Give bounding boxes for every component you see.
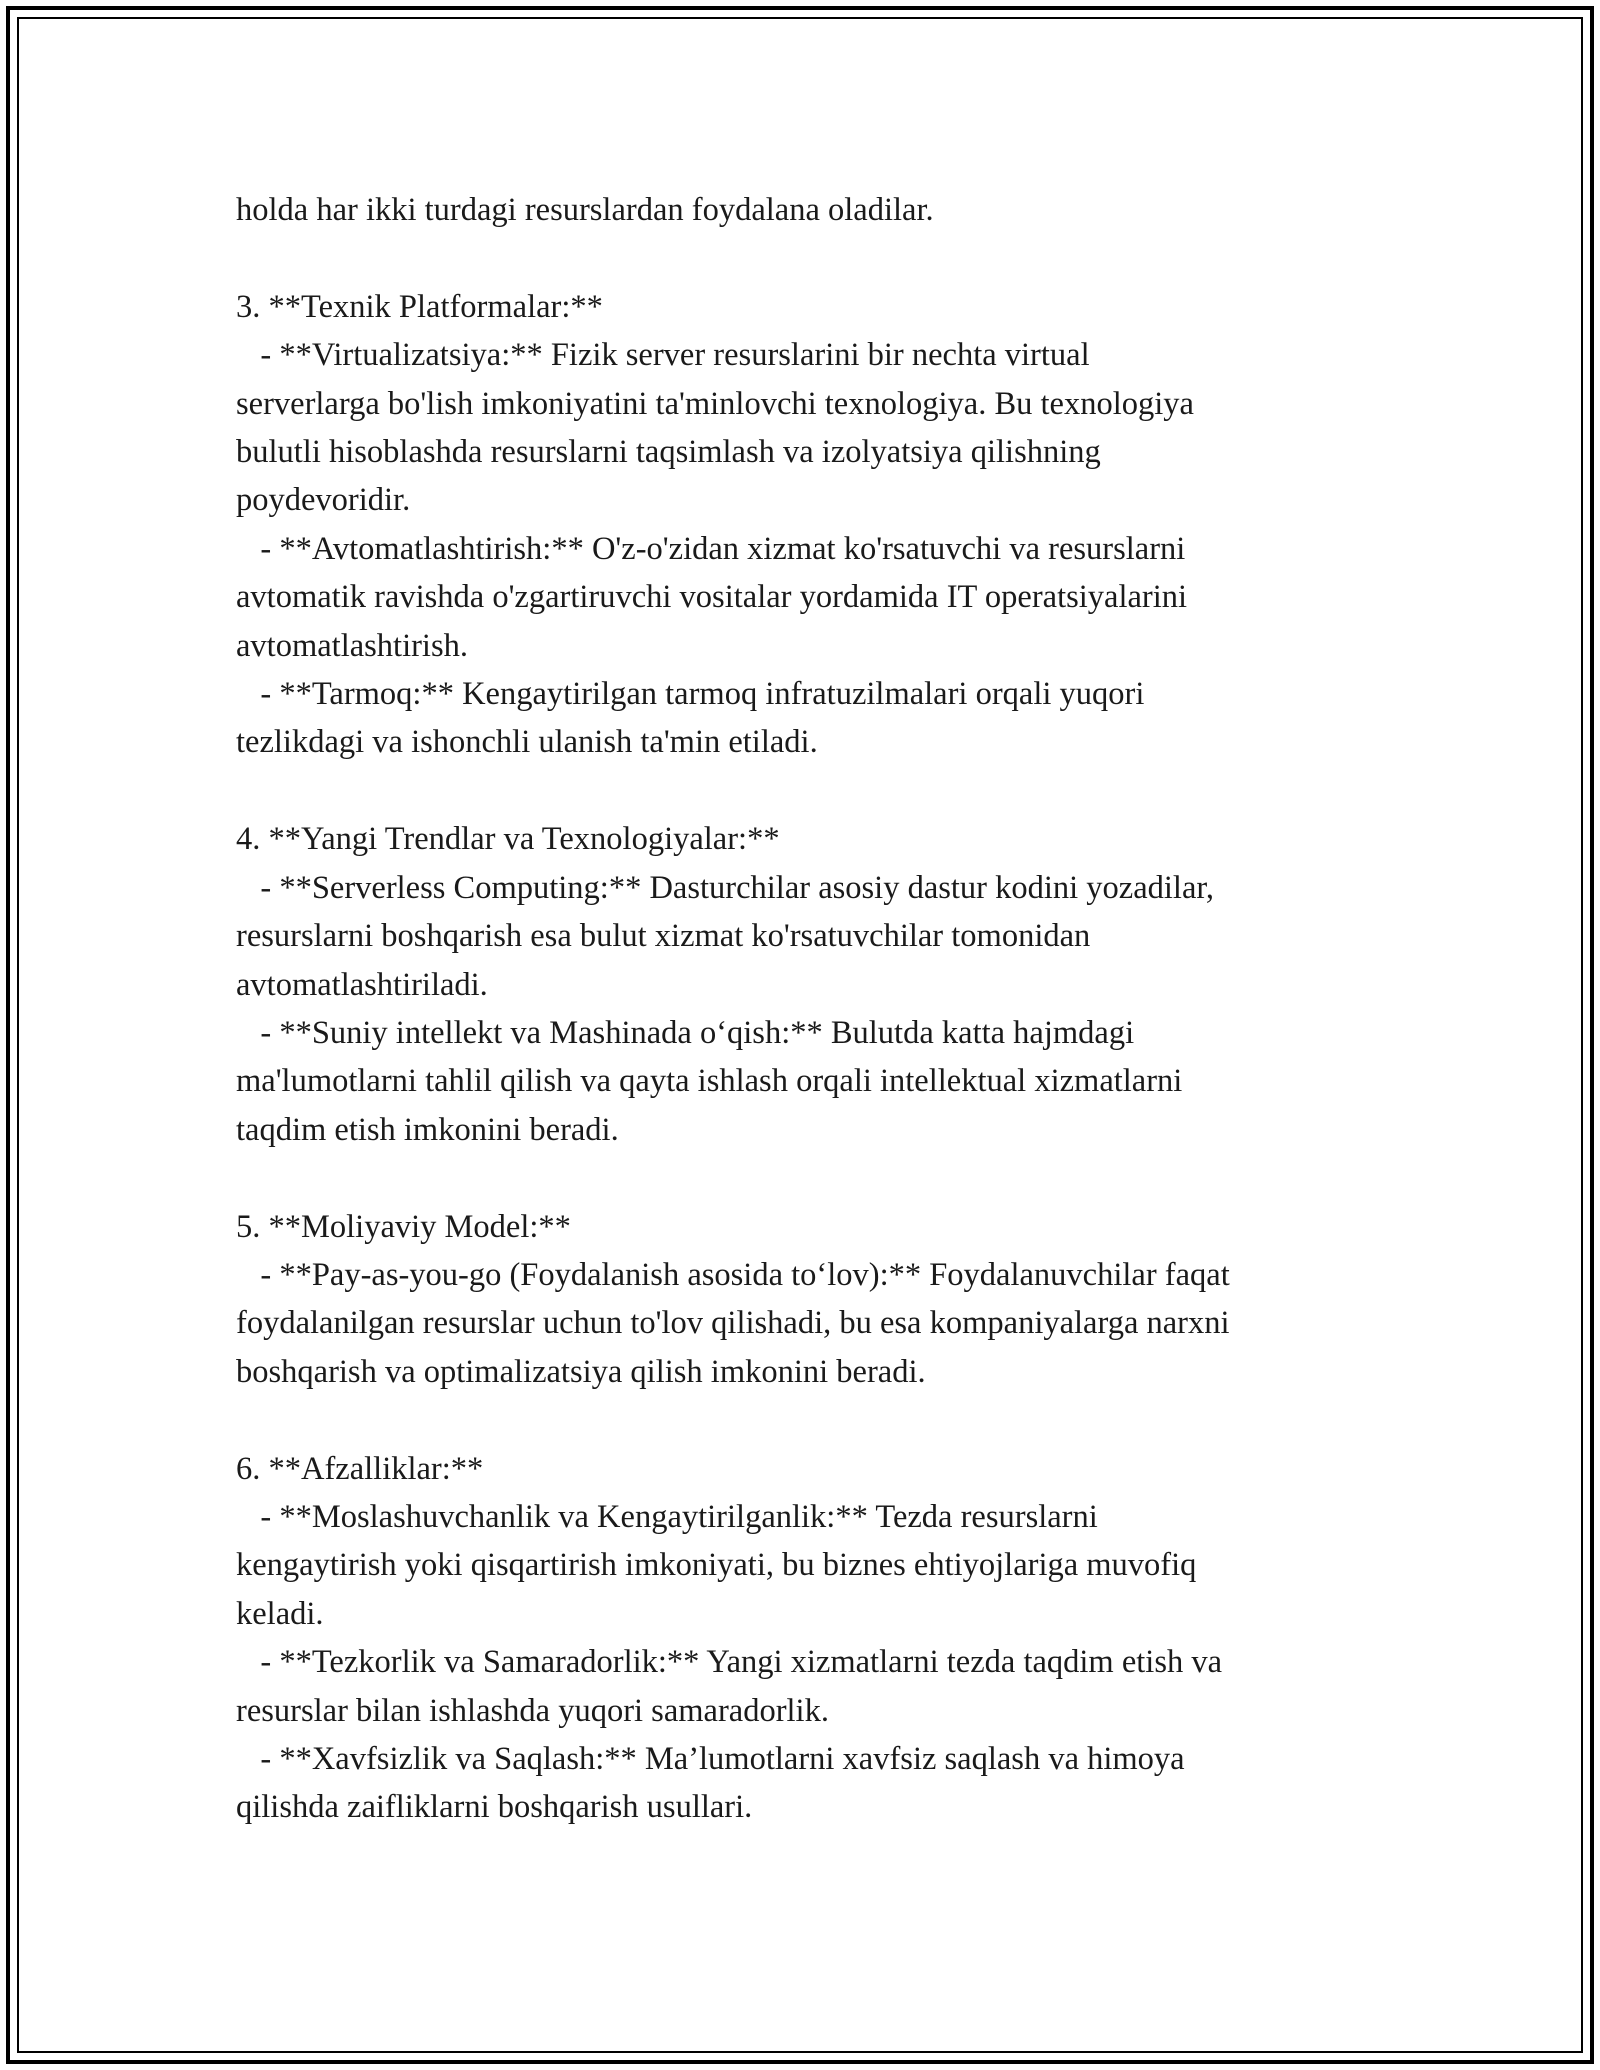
text-line: serverlarga bo'lish imkoniyatini ta'minlovchi texnologiya. Bu texnologiya xyxy=(236,385,1194,422)
text-line: - **Serverless Computing:** Dasturchilar asosiy dastur kodini yozadilar, xyxy=(236,869,1215,906)
text-line: resurslar bilan ishlashda yuqori samaradorlik. xyxy=(236,1692,829,1729)
section-heading: 3. **Texnik Platformalar:** xyxy=(236,288,603,325)
text-line: - **Tarmoq:** Kengaytirilgan tarmoq infratuzilmalari orqali yuqori xyxy=(236,676,1145,713)
text-line: ma'lumotlarni tahlil qilish va qayta ishlash orqali intellektual xizmatlarni xyxy=(236,1063,1183,1100)
text-line: poydevoridir. xyxy=(236,482,411,519)
text-line: - **Xavfsizlik va Saqlash:** Ma’lumotlarni xavfsiz saqlash va himoya xyxy=(236,1741,1185,1777)
text-line: - **Moslashuvchanlik va Kengaytirilganlik:** Tezda resurslarni xyxy=(236,1498,1098,1535)
text-line: resurslarni boshqarish esa bulut xizmat ko'rsatuvchilar tomonidan xyxy=(236,918,1091,955)
text-line: avtomatik ravishda o'zgartiruvchi vositalar yordamida IT operatsiyalarini xyxy=(236,579,1188,616)
section-heading: 5. **Moliyaviy Model:** xyxy=(236,1208,571,1245)
text-line: - **Avtomatlashtirish:** O'z-o'zidan xizmat ko'rsatuvchi va resurslarni xyxy=(236,530,1186,567)
text-line: avtomatlashtiriladi. xyxy=(236,966,488,1003)
text-line: taqdim etish imkonini beradi. xyxy=(236,1111,619,1148)
text-line: bulutli hisoblashda resurslarni taqsimlash va izolyatsiya qilishning xyxy=(236,434,1101,471)
text-line: qilishda zaifliklarni boshqarish usullari. xyxy=(236,1789,753,1826)
text-line: - **Tezkorlik va Samaradorlik:** Yangi xizmatlarni tezda taqdim etish va xyxy=(236,1644,1223,1681)
text-line: boshqarish va optimalizatsiya qilish imkonini beradi. xyxy=(236,1353,926,1390)
text-line: keladi. xyxy=(236,1595,324,1632)
document-body xyxy=(236,186,1386,1832)
text-line: holda har ikki turdagi resurslardan foydalana oladilar. xyxy=(236,192,934,228)
section-heading: 6. **Afzalliklar:** xyxy=(236,1450,484,1487)
text-line: - **Suniy intellekt va Mashinada o‘qish:** Bulutda katta hajmdagi xyxy=(236,1014,1135,1051)
text-line: - **Pay-as-you-go (Foydalanish asosida to‘lov):** Foydalanuvchilar faqat xyxy=(236,1256,1230,1293)
text-line: - **Virtualizatsiya:** Fizik server resurslarini bir nechta virtual xyxy=(236,337,1090,374)
section-heading: 4. **Yangi Trendlar va Texnologiyalar:** xyxy=(236,821,780,858)
text-line: kengaytirish yoki qisqartirish imkoniyati, bu biznes ehtiyojlariga muvofiq xyxy=(236,1547,1197,1584)
text-line: foydalanilgan resurslar uchun to'lov qilishadi, bu esa kompaniyalarga narxni xyxy=(236,1305,1230,1342)
text-line: avtomatlashtirish. xyxy=(236,627,468,664)
text-line: tezlikdagi va ishonchli ulanish ta'min etiladi. xyxy=(236,724,818,761)
